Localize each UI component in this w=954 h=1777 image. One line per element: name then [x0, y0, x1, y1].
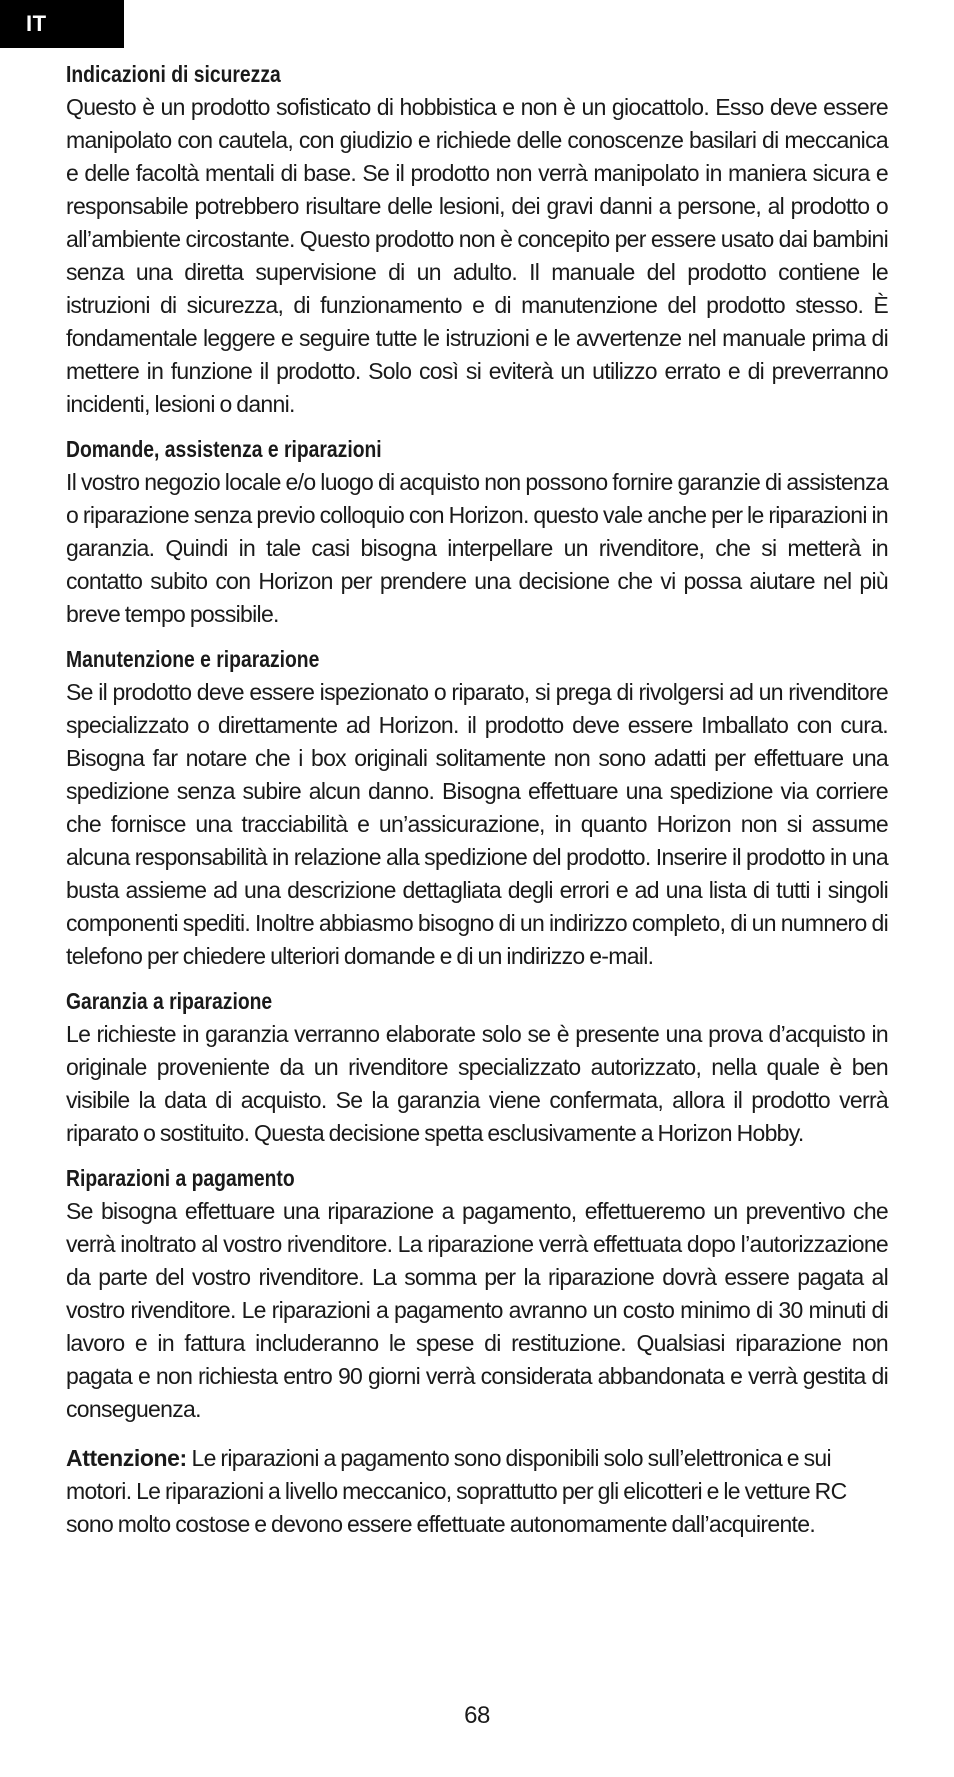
- section-paragraph: Il vostro negozio locale e/o luogo di acquisto non possono fornire garanzie di assistenza o riparazione senza previo colloquio con Horizon. questo vale anche per le riparazioni in garanzia. Quindi in tale casi bisogna interpellare un rivenditore, che si metterà in contatto subito con Horizon per prendere una decisione che vi possa aiutare nel più breve tempo possibile.: [66, 469, 888, 627]
- section-paragraph: Se bisogna effettuare una riparazione a pagamento, effettueremo un preventivo che verrà inoltrato al vostro rivenditore. La riparazione verrà effettuata dopo l’autorizzazione da parte del vostro rivenditore. La somma per la riparazione dovrà essere pagata al vostro rivenditore. Le riparazioni a pagamento avranno un costo minimo di 30 minuti di lavoro e in fattura includeranno le spese di restituzione. Qualsiasi riparazione non pagata e non richiesta entro 90 giorni verrà considerata abbandonata e verrà gestita di conseguenza.: [66, 1198, 888, 1422]
- section-questions-assistance: [66, 433, 888, 631]
- section-paragraph: Le richieste in garanzia verranno elaborate solo se è presente una prova d’acquisto in originale proveniente da un rivenditore specializzato autorizzato, nella quale è ben visibile la data di acquisto. Se la garanzia viene confermata, allora il prodotto verrà riparato o sostituito. Questa decisione spetta esclusivamente a Horizon Hobby.: [66, 1021, 888, 1146]
- document-body: [66, 58, 888, 1564]
- section-heading: Domande, assistenza e riparazioni: [66, 436, 382, 462]
- section-heading: Riparazioni a pagamento: [66, 1165, 295, 1191]
- section-warranty-repair: [66, 985, 888, 1150]
- section-safety: [66, 58, 888, 421]
- section-maintenance-repair: [66, 643, 888, 973]
- warning-note: [66, 1442, 888, 1541]
- section-paid-repairs: [66, 1162, 888, 1426]
- section-heading: Garanzia a riparazione: [66, 988, 273, 1014]
- section-heading: Indicazioni di sicurezza: [66, 61, 281, 87]
- language-tab: IT: [0, 0, 124, 48]
- warning-text: Le riparazioni a pagamento sono disponibili solo sull’elettronica e sui motori. Le riparazioni a livello meccanico, soprattutto per gli elicotteri e le vetture RC sono molto costose e devono essere effettuate autonomamente dall’acquirente.: [66, 1445, 847, 1537]
- warning-label: Attenzione:: [66, 1445, 187, 1471]
- page-number: 68: [464, 1702, 490, 1729]
- section-heading: Manutenzione e riparazione: [66, 646, 320, 672]
- section-paragraph: Questo è un prodotto sofisticato di hobbistica e non è un giocattolo. Esso deve essere manipolato con cautela, con giudizio e richiede delle conoscenze basilari di meccanica e delle facoltà mentali di base. Se il prodotto non verrà manipolato in maniera sicura e responsabile potrebbero risultare delle lesioni, dei gravi danni a persone, al prodotto o all’ambiente circostante. Questo prodotto non è concepito per essere usato dai bambini senza una diretta supervisione di un adulto. Il manuale del prodotto contiene le istruzioni di sicurezza, di funzionamento e di manutenzione del prodotto stesso. È fondamentale leggere e seguire tutte le istruzioni e le avvertenze nel manuale prima di mettere in funzione il prodotto. Solo così si eviterà un utilizzo errato e di preverranno incidenti, lesioni o danni.: [66, 94, 888, 417]
- section-paragraph: Se il prodotto deve essere ispezionato o riparato, si prega di rivolgersi ad un rivenditore specializzato o direttamente ad Horizon. il prodotto deve essere Imballato con cura. Bisogna far notare che i box originali solitamente non sono adatti per effettuare una spedizione senza subire alcun danno. Bisogna effettuare una spedizione via corriere che fornisce una tracciabilità e un’assicurazione, in quanto Horizon non si assume alcuna responsabilità in relazione alla spedizione del prodotto. Inserire il prodotto in una busta assieme ad una descrizione dettagliata degli errori e ad una lista di tutti i singoli componenti spediti. Inoltre abbiasmo bisogno di un indirizzo completo, di un numnero di telefono per chiedere ulteriori domande e di un indirizzo e-mail.: [66, 679, 888, 969]
